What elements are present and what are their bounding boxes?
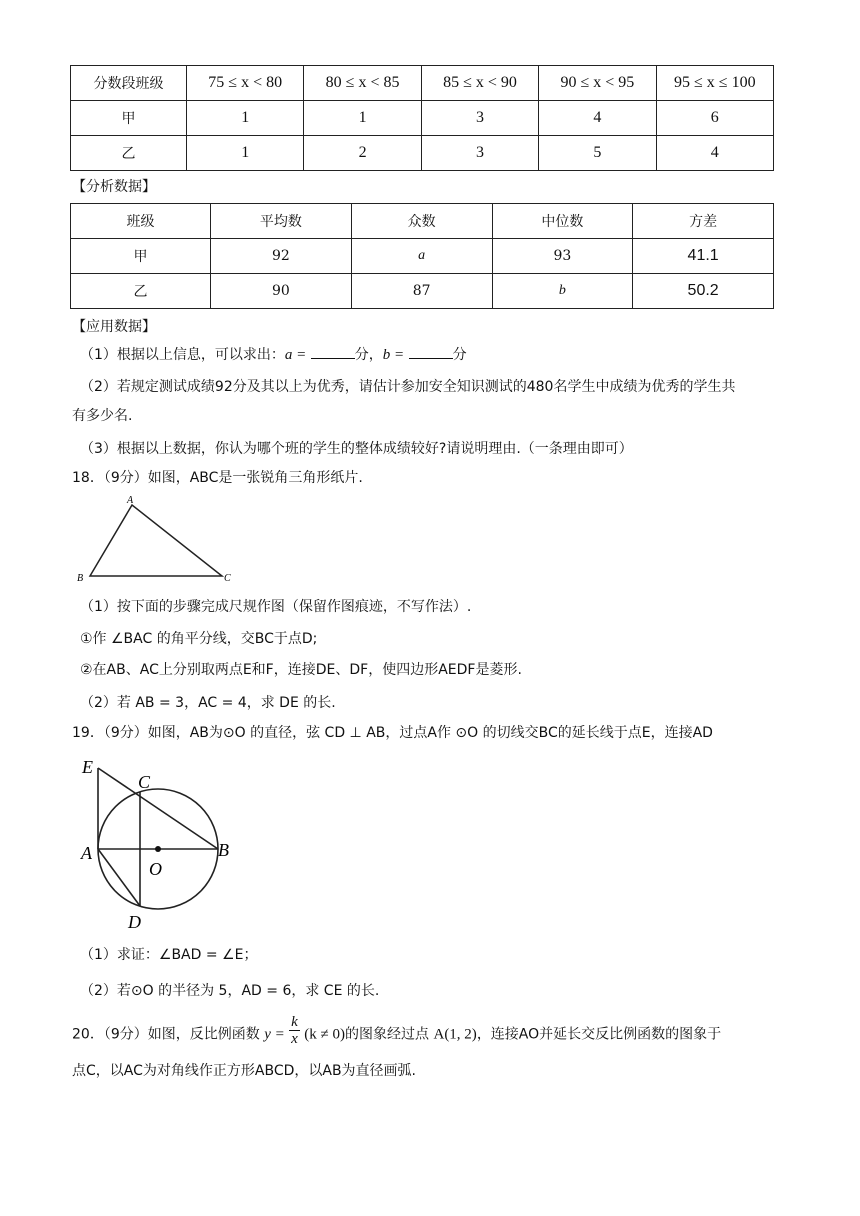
table-row bbox=[71, 136, 774, 171]
label-e: E bbox=[82, 757, 93, 777]
triangle-abc bbox=[90, 505, 222, 576]
variance-cell: 41.1 bbox=[633, 239, 774, 274]
problem-19-q2: （2）若⊙O 的半径为 5，AD = 6，求 CE 的长. bbox=[80, 983, 380, 999]
table-row bbox=[71, 101, 774, 136]
count-cell: 1 bbox=[187, 136, 304, 171]
count-cell: 4 bbox=[656, 136, 773, 171]
count-cell: 1 bbox=[304, 101, 421, 136]
class-cell: 甲 bbox=[71, 239, 211, 274]
header-label: 分数段班级 bbox=[71, 66, 187, 101]
label-o: O bbox=[149, 859, 162, 879]
range-cell: 90 ≤ x < 95 bbox=[539, 66, 656, 101]
answer-blank-b[interactable] bbox=[409, 346, 453, 359]
count-cell: 4 bbox=[539, 101, 656, 136]
count-cell: 3 bbox=[421, 101, 538, 136]
analysis-table bbox=[70, 203, 774, 309]
variance-cell: 50.2 bbox=[633, 274, 774, 309]
line-eb bbox=[98, 768, 218, 849]
p20-point: A(1, 2) bbox=[433, 1026, 477, 1043]
problem-18-q1: （1）按下面的步骤完成尺规作图（保留作图痕迹，不写作法）. bbox=[80, 599, 472, 615]
table-header-row bbox=[71, 66, 774, 101]
mean-cell: 92 bbox=[211, 239, 352, 274]
circle-figure bbox=[76, 752, 242, 934]
question-2-line2: 有多少名. bbox=[72, 408, 133, 424]
q1-b: b = bbox=[382, 347, 405, 363]
p20-fraction bbox=[289, 1014, 300, 1047]
problem-20-line2: 点C，以AC为对角线作正方形ABCD，以AB为直径画弧. bbox=[72, 1063, 417, 1079]
answer-blank-a[interactable] bbox=[311, 346, 355, 359]
label-a: A bbox=[127, 495, 134, 506]
p20-frac-den: x bbox=[291, 1031, 298, 1047]
label-c: C bbox=[138, 772, 151, 792]
label-a: A bbox=[81, 843, 92, 863]
class-cell: 甲 bbox=[71, 101, 187, 136]
label-d: D bbox=[128, 912, 141, 932]
range-cell: 80 ≤ x < 85 bbox=[304, 66, 421, 101]
score-distribution-table bbox=[70, 65, 774, 171]
table-header-row bbox=[71, 204, 774, 239]
count-cell: 5 bbox=[539, 136, 656, 171]
count-cell: 3 bbox=[421, 136, 538, 171]
count-cell: 6 bbox=[656, 101, 773, 136]
mode-cell: 87 bbox=[351, 274, 492, 309]
q1-unit1: 分， bbox=[354, 347, 383, 363]
question-2-line1: （2）若规定测试成绩92分及其以上为优秀，请估计参加安全知识测试的480名学生中成绩为优秀的学生共 bbox=[80, 379, 736, 395]
table-row bbox=[71, 274, 774, 309]
problem-18-intro: 18．（9分）如图，ABC是一张锐角三角形纸片. bbox=[72, 470, 363, 486]
p20-frac-num: k bbox=[291, 1014, 298, 1030]
class-cell: 乙 bbox=[71, 136, 187, 171]
range-cell: 95 ≤ x ≤ 100 bbox=[656, 66, 773, 101]
problem-19-intro: 19．（9分）如图，AB为⊙O 的直径，弦 CD ⊥ AB，过点A作 ⊙O 的切线交BC的延长线于点E，连接AD bbox=[72, 725, 713, 741]
p20-intro-a: 20．（9分）如图，反比例函数 bbox=[72, 1026, 260, 1043]
header-cell: 中位数 bbox=[492, 204, 633, 239]
problem-18-step2: ②在AB、AC上分别取两点E和F，连接DE、DF，使四边形AEDF是菱形. bbox=[80, 662, 522, 678]
label-b: B bbox=[77, 573, 84, 584]
header-cell: 方差 bbox=[633, 204, 774, 239]
class-cell: 乙 bbox=[71, 274, 211, 309]
problem-18-step1: ①作 ∠BAC 的角平分线，交BC于点D; bbox=[80, 631, 318, 647]
label-b: B bbox=[218, 840, 229, 860]
range-cell: 85 ≤ x < 90 bbox=[421, 66, 538, 101]
problem-18-q2: （2）若 AB = 3，AC = 4，求 DE 的长. bbox=[80, 695, 336, 711]
p20-intro-c: ，连接AO并延长交反比例函数的图象于 bbox=[476, 1026, 722, 1043]
median-cell: 93 bbox=[492, 239, 633, 274]
header-cell: 班级 bbox=[71, 204, 211, 239]
analysis-heading: 【分析数据】 bbox=[72, 179, 156, 195]
mean-cell: 90 bbox=[211, 274, 352, 309]
count-cell: 1 bbox=[187, 101, 304, 136]
q1-unit2: 分 bbox=[452, 347, 467, 363]
table-row bbox=[71, 239, 774, 274]
problem-19-q1: （1）求证：∠BAD = ∠E； bbox=[80, 947, 258, 963]
center-dot bbox=[155, 846, 161, 852]
application-heading: 【应用数据】 bbox=[72, 319, 156, 335]
question-1 bbox=[80, 344, 467, 364]
q1-a: a = bbox=[284, 347, 307, 363]
mode-cell: a bbox=[351, 239, 492, 274]
p20-cond: (k ≠ 0) bbox=[304, 1026, 346, 1043]
q1-prefix: （1）根据以上信息，可以求出： bbox=[80, 347, 285, 363]
p20-func-y: y = bbox=[264, 1026, 285, 1043]
header-cell: 众数 bbox=[351, 204, 492, 239]
question-3: （3）根据以上数据，你认为哪个班的学生的整体成绩较好?请说明理由.（一条理由即可） bbox=[80, 441, 633, 457]
label-c: C bbox=[224, 573, 231, 584]
problem-20-intro bbox=[72, 1014, 722, 1051]
median-cell: b bbox=[492, 274, 633, 309]
range-cell: 75 ≤ x < 80 bbox=[187, 66, 304, 101]
header-cell: 平均数 bbox=[211, 204, 352, 239]
p20-intro-b: 的图象经过点 bbox=[345, 1026, 430, 1043]
triangle-figure bbox=[76, 494, 236, 586]
count-cell: 2 bbox=[304, 136, 421, 171]
